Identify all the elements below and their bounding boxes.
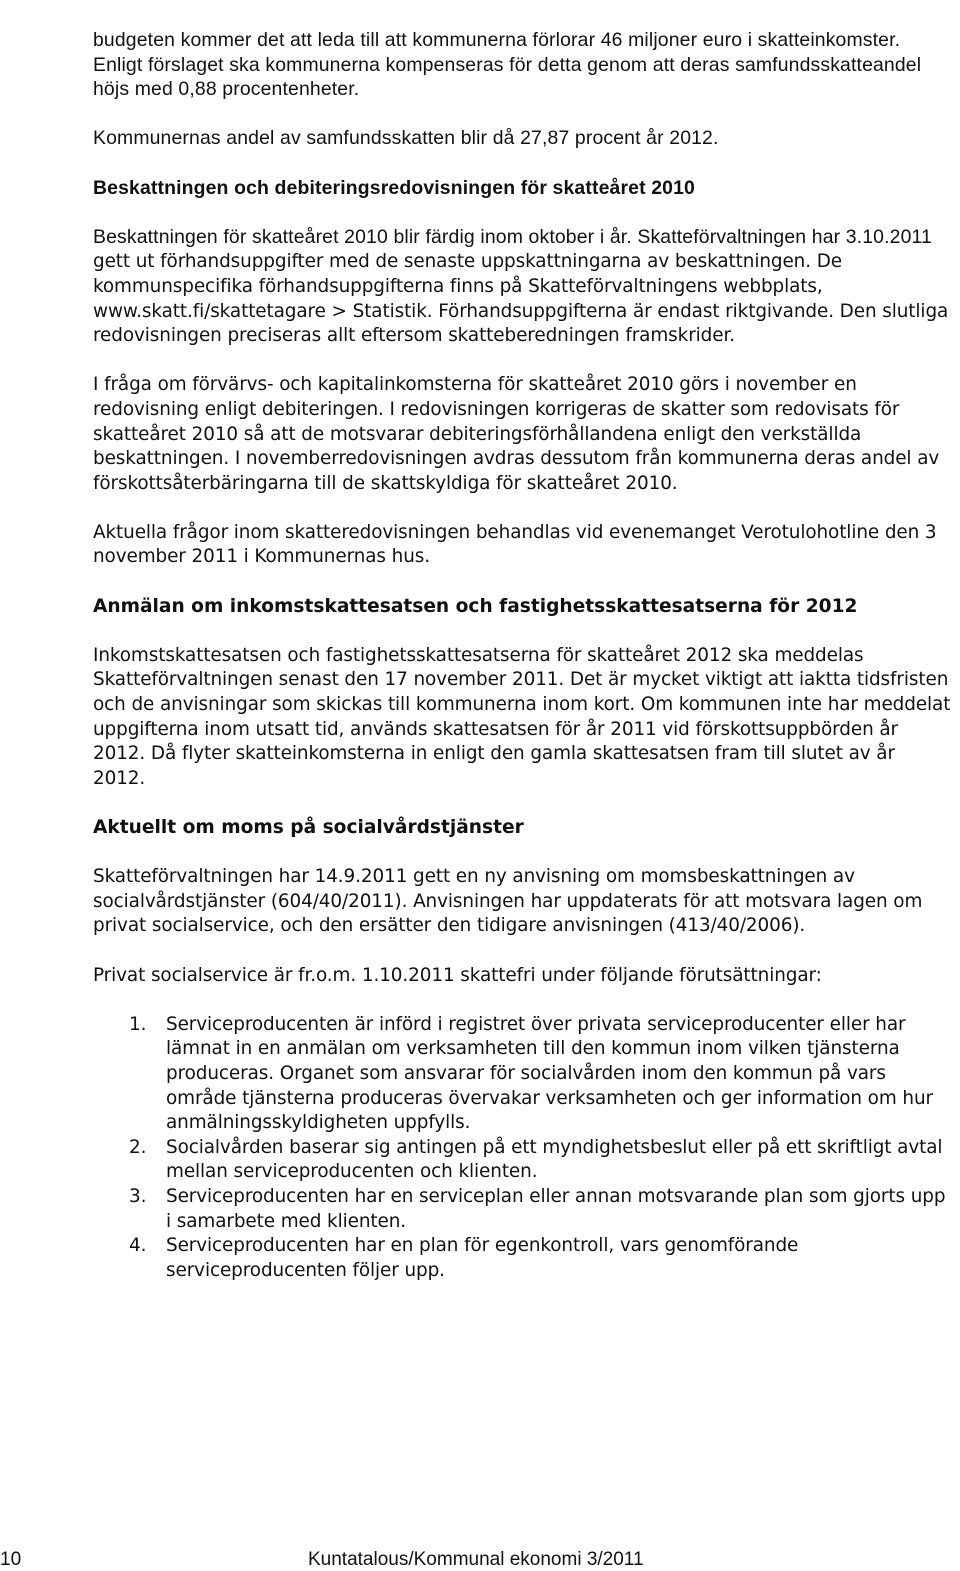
section1-paragraph-3: Aktuella frågor inom skatteredovisningen behandlas vid evenemanget Verotulohotline den 3 november 2011 i Kommunernas hus. [93,521,937,568]
list-item [93,1185,951,1234]
section3-paragraph-2: Privat socialservice är fr.o.m. 1.10.2011 skattefri under följande förutsättningar: [93,964,822,986]
section3-paragraph-1: Skatteförvaltningen har 14.9.2011 gett en ny anvisning om momsbeskattningen av socialvårdstjänster (604/40/2011). Anvisningen har uppdaterats för att motsvara lagen om privat socialservice, och den ersätter den tidigare anvisningen (413/40/2006). [93,866,923,937]
list-item-text: Serviceproducenten har en serviceplan eller annan motsvarande plan som gjorts upp i samarbete med klienten. [166,1185,946,1232]
list-item-number: 3. [129,1185,147,1207]
section1-paragraph-1-rest: gett ut förhandsuppgifter med de senaste uppskattningarna av beskattningen. De kommunspecifika förhandsuppgifterna finns på Skatteförvaltningens webbplats, www.skatt.fi/skattetagare > Statistik. Förhandsuppgifterna är endast riktgivande. Den slutliga redovisningen preciseras allt eftersom skatteberedningen framskrider. [93,251,949,347]
list-item-number: 1. [129,1013,147,1035]
list-item-text: Serviceproducenten har en plan för egenkontroll, vars genomförande serviceproducenten följer upp. [166,1235,799,1281]
section2-paragraph-1: Inkomstskattesatsen och fastighetsskattesatserna för skatteåret 2012 ska meddelas Skatteförvaltningen senast den 17 november 2011. Det är mycket viktigt att iaktta tidsfristen och de anvisningar som skickas till kommunerna inom kort. Om kommunen inte har meddelat uppgifterna inom utsatt tid, används skattesatsen för år 2011 vid förskottsuppbörden år 2012. Då flyter skatteinkomsterna in enligt den gamla skattesatsen fram till slutet av år 2012. [93,644,951,789]
list-item-text: Serviceproducenten är införd i registret över privata serviceproducenter eller har lämnat in en anmälan om verksamheten till den kommun inom vilken tjänsterna produceras. Organet som ansvarar för socialvården inom den kommun på vars område tjänsterna produceras övervakar verksamheten och ger information om hur anmälningsskyldigheten uppfylls. [166,1013,933,1134]
list-item [93,1136,951,1185]
section-heading-taxation-2010: Beskattningen och debiteringsredovisningen för skatteåret 2010 [93,176,695,199]
list-item-text: Socialvården baserar sig antingen på ett myndighetsbeslut eller på ett skriftligt avtal mellan serviceproducenten och klienten. [166,1136,943,1183]
section-heading-vat-social-services: Aktuellt om moms på socialvårdstjänster [93,817,524,838]
intro-paragraph-1: budgeten kommer det att leda till att kommunerna förlorar 46 miljoner euro i skatteinkomster. Enligt förslaget ska kommunerna kompenseras för detta genom att deras samfundsskatteandel höjs med 0,88 procentenheter. [93,29,922,101]
list-item [93,1013,951,1136]
page-number: 10 [0,1549,22,1570]
section1-paragraph-1 [93,225,951,349]
document-page [93,28,951,1283]
list-item-number: 2. [129,1136,147,1158]
list-item-number: 4. [129,1235,147,1257]
conditions-list [93,1013,951,1284]
section1-paragraph-1-arial-part: Beskattningen för skatteåret 2010 blir färdig inom oktober i år. Skatteförvaltningen har 3.10.2011 [93,225,932,248]
section-heading-tax-rates-2012: Anmälan om inkomstskattesatsen och fastighetsskattesatserna för 2012 [93,595,858,617]
intro-paragraph-2: Kommunernas andel av samfundsskatten blir då 27,87 procent år 2012. [93,127,719,150]
list-item [93,1234,951,1283]
page-footer [0,1549,960,1569]
section1-paragraph-2: I fråga om förvärvs- och kapitalinkomsterna för skatteåret 2010 görs i november en redovisning enligt debiteringen. I redovisningen korrigeras de skatter som redovisats för skatteåret 2010 så att de motsvarar debiteringsförhållandena enligt den verkställda beskattningen. I novemberredovisningen avdras dessutom från kommunerna deras andel av förskottsåterbäringarna till de skattskyldiga för skatteåret 2010. [93,374,940,494]
publication-title: Kuntatalous/Kommunal ekonomi 3/2011 [308,1549,644,1570]
